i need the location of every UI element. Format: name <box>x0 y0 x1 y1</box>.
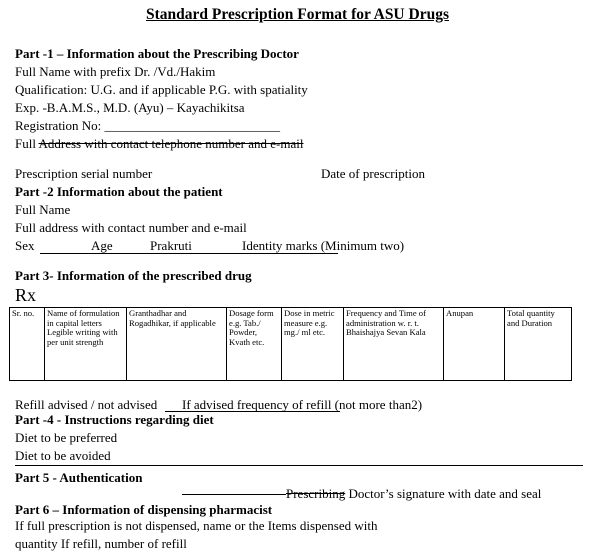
patient-details-underline <box>40 253 338 254</box>
patient-age-label: Age <box>91 238 113 253</box>
patient-identity-label: Identity marks (Minimum two) <box>242 238 405 253</box>
column-header: Dosage form e.g. Tab./ Powder, Kvath etc. <box>227 308 282 381</box>
part4-heading: Part -4 - Instructions regarding diet <box>15 412 214 427</box>
doctor-full-name-label: Full Name with prefix Dr. /Vd./Hakim <box>15 64 216 79</box>
part6-line2: quantity If refill, number of refill <box>15 536 187 551</box>
part3-heading: Part 3- Information of the prescribed drug <box>15 268 252 283</box>
signature-label: Doctor’s signature with date and seal <box>345 486 542 501</box>
diet-divider-line <box>15 465 583 466</box>
part5-heading: Part 5 - Authentication <box>15 470 143 485</box>
full-prefix: Full <box>15 136 39 151</box>
patient-address-label: Full address with contact number and e-mail <box>15 220 247 235</box>
refill-advised-label: Refill advised / not advised <box>15 397 158 412</box>
address-struck-text: Address with contact telephone number and e-mail <box>38 136 304 151</box>
diet-avoided-label: Diet to be avoided <box>15 448 111 463</box>
patient-prakruti-label: Prakruti <box>150 238 192 253</box>
column-header: Name of formulation in capital letters Legible writing with per unit strength <box>45 308 127 381</box>
patient-sex-label: Sex <box>15 238 35 253</box>
column-header: Dose in metric measure e.g. mg./ ml etc. <box>282 308 344 381</box>
prescription-date-label: Date of prescription <box>321 166 425 181</box>
part1-heading: Part -1 – Information about the Prescribing Doctor <box>15 46 299 61</box>
qualification-label: Qualification: U.G. and if applicable P.G. with spatiality <box>15 82 308 97</box>
patient-full-name-label: Full Name <box>15 202 71 217</box>
doctor-signature-line <box>286 485 541 502</box>
table-header-row <box>10 308 572 381</box>
column-header: Anupan <box>444 308 505 381</box>
part6-line1: If full prescription is not dispensed, name or the Items dispensed with <box>15 518 378 533</box>
signature-struck-text: Prescribing <box>286 486 346 501</box>
column-header: Total quantity and Duration <box>505 308 572 381</box>
qualification-example: Exp. -B.A.M.S., M.D. (Ayu) – Kayachikitsa <box>15 100 245 115</box>
rx-symbol: Rx <box>15 285 37 305</box>
registration-label: Registration No: ___________________________ <box>15 118 281 133</box>
column-header: Frequency and Time of administration w. r. t. Bhaishajya Sevan Kala <box>344 308 444 381</box>
part6-heading: Part 6 – Information of dispensing pharmacist <box>15 502 273 517</box>
document-title: Standard Prescription Format for ASU Drugs <box>146 6 449 23</box>
part2-heading: Part -2 Information about the patient <box>15 184 223 199</box>
column-header: Granthadhar and Rogadhikar, if applicable <box>127 308 227 381</box>
doctor-address-line <box>15 135 303 152</box>
prescribed-drug-table <box>9 307 572 381</box>
refill-frequency-label: If advised frequency of refill (not more than2) <box>182 397 423 412</box>
prescription-serial-label: Prescription serial number <box>15 166 153 181</box>
signature-line <box>182 494 286 495</box>
diet-preferred-label: Diet to be preferred <box>15 430 118 445</box>
column-header: Sr. no. <box>10 308 45 381</box>
